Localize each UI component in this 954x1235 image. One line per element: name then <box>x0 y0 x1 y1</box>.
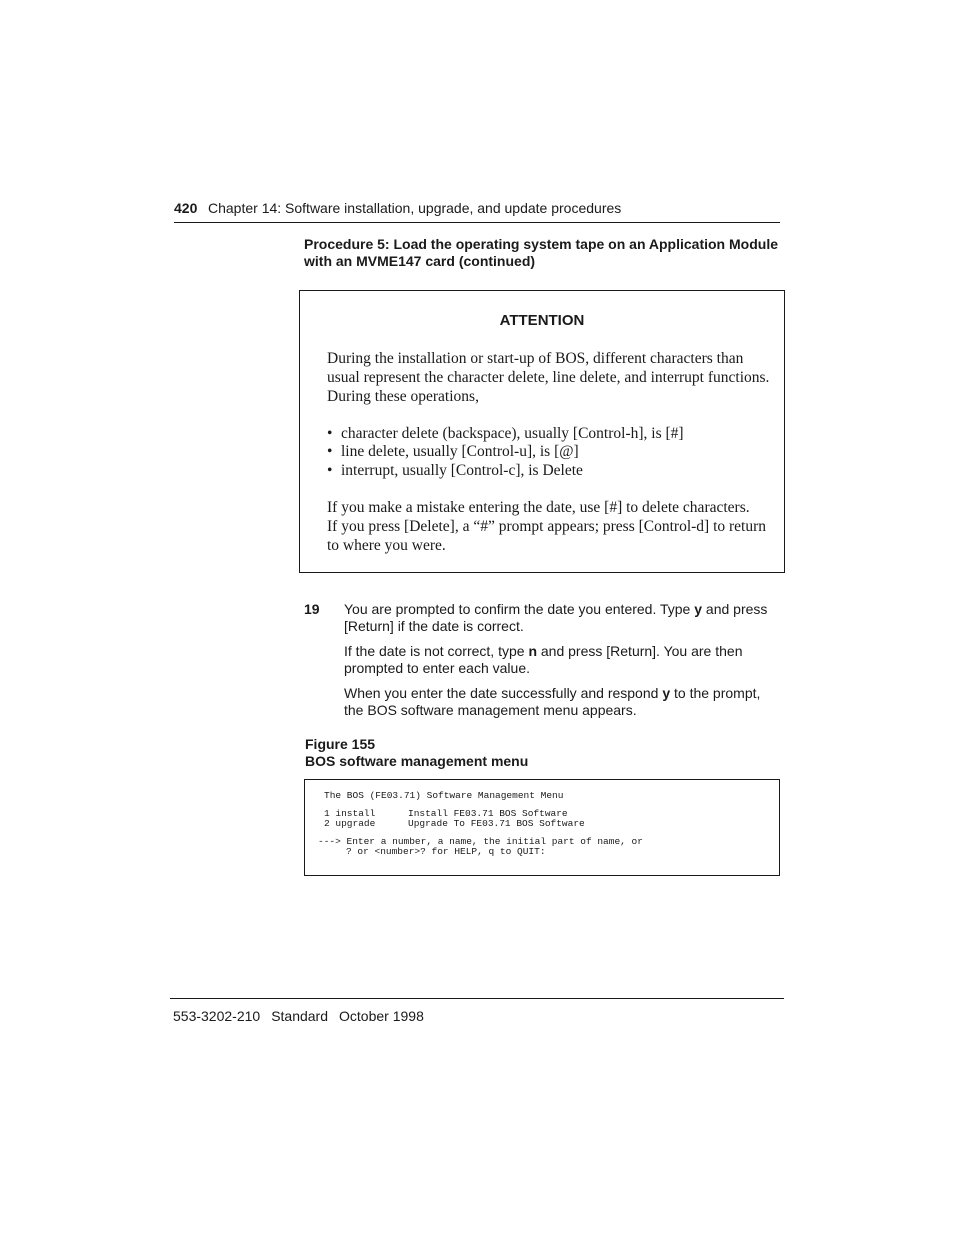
bullet-text: character delete (backspace), usually [Control-h], is [#] <box>341 425 684 442</box>
attention-box <box>299 290 785 573</box>
figure-title: BOS software management menu <box>305 753 529 769</box>
step-number: 19 <box>304 601 320 617</box>
attention-bullet-item <box>327 442 579 461</box>
key-y: y <box>662 685 671 701</box>
procedure-title <box>304 236 784 270</box>
attention-text-line: If you make a mistake entering the date, use [#] to delete characters. <box>327 499 750 516</box>
procedure-title-line: with an MVME147 card (continued) <box>304 253 536 269</box>
bullet-icon: • <box>327 443 333 460</box>
step-text-line: [Return] if the date is correct. <box>344 618 524 634</box>
figure-label: Figure 155 <box>305 736 376 752</box>
footer <box>173 1008 435 1024</box>
page-number: 420 <box>174 200 198 216</box>
terminal-figure <box>304 779 780 876</box>
step-text-line: If the date is not correct, type n and press [Return]. You are then <box>344 643 743 659</box>
bullet-icon: • <box>327 425 333 442</box>
doc-number: 553-3202-210 <box>173 1008 261 1024</box>
terminal-menu-title: The BOS (FE03.71) Software Management Menu <box>324 790 564 801</box>
bullet-icon: • <box>327 462 333 479</box>
attention-text-line: During the installation or start-up of BOS, different characters than <box>327 350 744 367</box>
attention-text-line: usual represent the character delete, line delete, and interrupt functions. <box>327 369 770 386</box>
running-header <box>174 200 780 223</box>
terminal-prompt-line: ---> Enter a number, a name, the initial part of name, or <box>318 836 643 847</box>
attention-text-line: During these operations, <box>327 388 479 405</box>
attention-bullet-item <box>327 461 583 480</box>
attention-text-line: If you press [Delete], a “#” prompt appears; press [Control-d] to return <box>327 518 767 535</box>
bullet-text: line delete, usually [Control-u], is [@] <box>341 443 579 460</box>
attention-heading: ATTENTION <box>499 312 585 329</box>
doc-status: Standard <box>271 1008 329 1024</box>
key-n: n <box>528 643 537 659</box>
step-text-line: the BOS software management menu appears. <box>344 702 637 718</box>
figure-caption <box>305 736 528 770</box>
attention-bullet-item <box>327 424 684 443</box>
terminal-option-key: 2 upgrade <box>324 818 376 829</box>
attention-text-line: to where you were. <box>327 537 446 554</box>
step-text-line: prompted to enter each value. <box>344 660 531 676</box>
step-text-line: When you enter the date successfully and respond y to the prompt, <box>344 685 761 701</box>
terminal-option-desc: Upgrade To FE03.71 BOS Software <box>408 818 585 829</box>
terminal-option-key: 1 install <box>324 808 376 819</box>
step-text-line: You are prompted to confirm the date you entered. Type y and press <box>344 601 768 617</box>
procedure-title-line: Procedure 5: Load the operating system tape on an Application Module <box>304 236 778 252</box>
bullet-text: interrupt, usually [Control-c], is Delete <box>341 462 583 479</box>
terminal-prompt-line: ? or <number>? for HELP, q to QUIT: <box>346 846 546 857</box>
chapter-title: Chapter 14: Software installation, upgrade, and update procedures <box>208 200 622 216</box>
terminal-option-desc: Install FE03.71 BOS Software <box>408 808 568 819</box>
footer-rule <box>170 998 784 999</box>
key-y: y <box>694 601 703 617</box>
doc-date: October 1998 <box>339 1008 424 1024</box>
